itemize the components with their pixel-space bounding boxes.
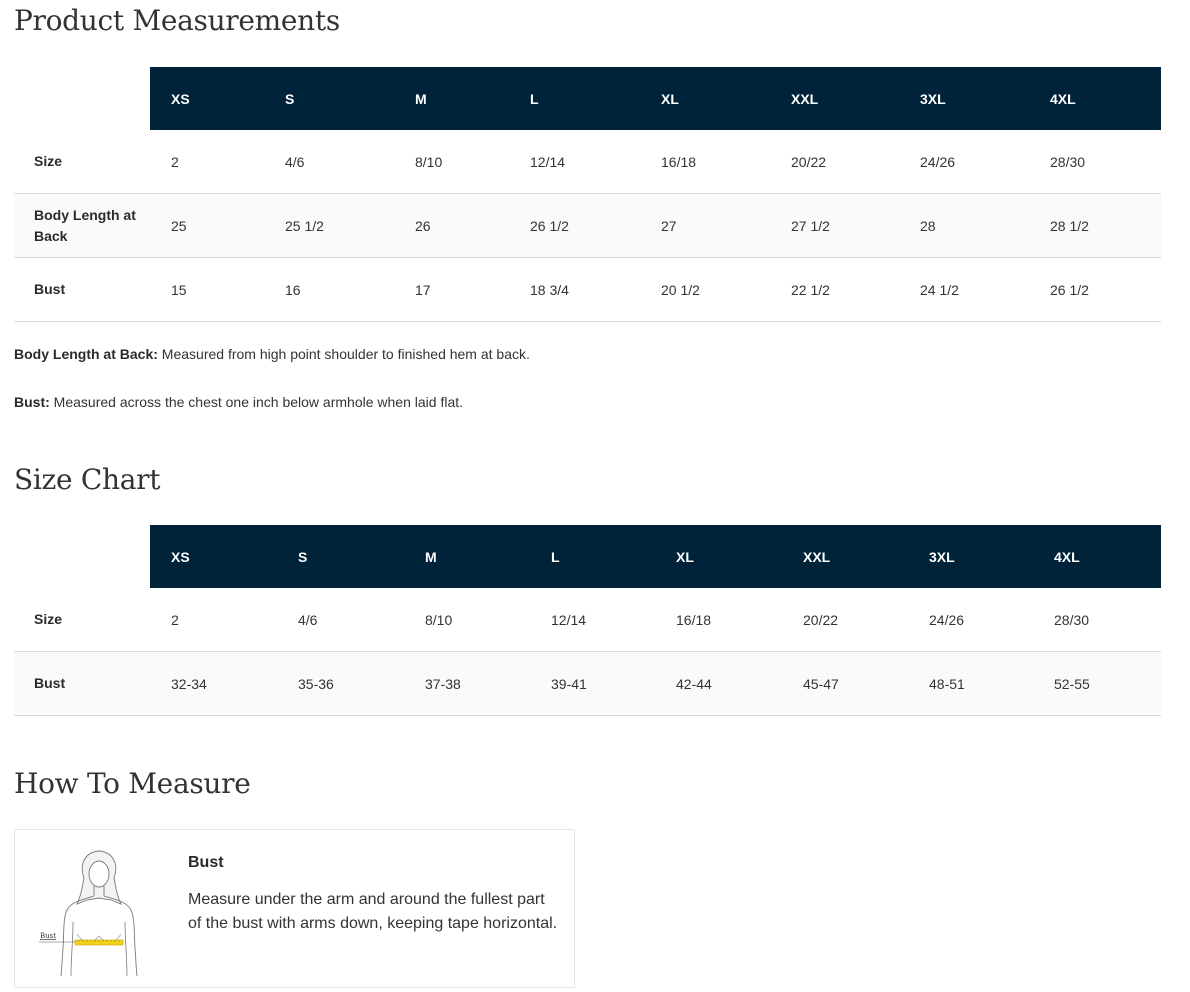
figure-label: Bust <box>40 932 57 940</box>
size-header-cell: XXL <box>770 67 899 130</box>
table-cell: 52-55 <box>1033 652 1161 716</box>
table-cell: 27 <box>640 194 770 258</box>
table-cell: 2 <box>150 130 264 194</box>
table-cell: 4/6 <box>277 588 404 652</box>
size-header-cell: 3XL <box>899 67 1029 130</box>
size-header-cell: L <box>530 525 655 588</box>
note-text: Measured from high point shoulder to finished hem at back. <box>157 346 530 362</box>
row-label: Size <box>14 588 150 652</box>
size-header-cell: M <box>394 67 509 130</box>
table-cell: 20/22 <box>782 588 908 652</box>
size-header-cell: 3XL <box>908 525 1033 588</box>
table-cell: 27 1/2 <box>770 194 899 258</box>
row-label: Size <box>14 130 150 194</box>
size-header-cell: XXL <box>782 525 908 588</box>
measurement-note <box>14 394 463 410</box>
table-corner-cell <box>14 67 150 130</box>
bust-measure-figure-icon <box>37 848 161 976</box>
size-header-cell: S <box>277 525 404 588</box>
table-cell: 16 <box>264 258 394 322</box>
row-label: Bust <box>14 258 150 322</box>
size-header-cell: XL <box>640 67 770 130</box>
table-cell: 35-36 <box>277 652 404 716</box>
size-header-cell: 4XL <box>1033 525 1161 588</box>
product-measurements-table <box>14 67 1161 322</box>
table-cell: 12/14 <box>509 130 640 194</box>
table-cell: 16/18 <box>640 130 770 194</box>
note-term: Body Length at Back: <box>14 346 158 362</box>
table-cell: 28/30 <box>1033 588 1161 652</box>
table-cell: 24/26 <box>908 588 1033 652</box>
table-cell: 39-41 <box>530 652 655 716</box>
table-cell: 42-44 <box>655 652 782 716</box>
table-cell: 48-51 <box>908 652 1033 716</box>
table-cell: 25 1/2 <box>264 194 394 258</box>
table-cell: 8/10 <box>394 130 509 194</box>
note-text: Measured across the chest one inch below armhole when laid flat. <box>49 394 464 410</box>
table-cell: 45-47 <box>782 652 908 716</box>
table-cell: 2 <box>150 588 277 652</box>
table-cell: 24 1/2 <box>899 258 1029 322</box>
measurement-note <box>14 346 530 362</box>
table-row <box>14 194 1161 258</box>
table-cell: 28 1/2 <box>1029 194 1161 258</box>
size-chart-heading: Size Chart <box>14 463 161 496</box>
table-header-row <box>14 525 1161 588</box>
table-cell: 4/6 <box>264 130 394 194</box>
size-header-cell: 4XL <box>1029 67 1161 130</box>
table-cell: 8/10 <box>404 588 530 652</box>
row-label: Bust <box>14 652 150 716</box>
table-row <box>14 588 1161 652</box>
table-cell: 26 <box>394 194 509 258</box>
table-cell: 18 3/4 <box>509 258 640 322</box>
measure-card-bust <box>14 829 575 988</box>
table-cell: 20/22 <box>770 130 899 194</box>
measure-item-title: Bust <box>188 854 224 871</box>
size-header-cell: S <box>264 67 394 130</box>
table-cell: 28/30 <box>1029 130 1161 194</box>
size-header-cell: XS <box>150 67 264 130</box>
table-cell: 20 1/2 <box>640 258 770 322</box>
product-measurements-heading: Product Measurements <box>14 4 340 37</box>
table-cell: 16/18 <box>655 588 782 652</box>
table-row <box>14 258 1161 322</box>
table-header-row <box>14 67 1161 130</box>
size-header-cell: XL <box>655 525 782 588</box>
table-row <box>14 652 1161 716</box>
table-cell: 37-38 <box>404 652 530 716</box>
table-cell: 26 1/2 <box>509 194 640 258</box>
table-corner-cell <box>14 525 150 588</box>
table-cell: 24/26 <box>899 130 1029 194</box>
table-cell: 22 1/2 <box>770 258 899 322</box>
size-header-cell: M <box>404 525 530 588</box>
row-label: Body Length at Back <box>14 194 150 258</box>
table-cell: 17 <box>394 258 509 322</box>
measure-item-text: Measure under the arm and around the fullest part of the bust with arms down, keeping tape horizontal. <box>188 891 558 932</box>
table-cell: 12/14 <box>530 588 655 652</box>
table-cell: 32-34 <box>150 652 277 716</box>
size-chart-table <box>14 525 1161 716</box>
how-to-measure-heading: How To Measure <box>14 767 251 800</box>
table-cell: 15 <box>150 258 264 322</box>
size-header-cell: XS <box>150 525 277 588</box>
table-row <box>14 130 1161 194</box>
table-cell: 28 <box>899 194 1029 258</box>
size-header-cell: L <box>509 67 640 130</box>
table-cell: 26 1/2 <box>1029 258 1161 322</box>
note-term: Bust: <box>14 394 50 410</box>
table-cell: 25 <box>150 194 264 258</box>
